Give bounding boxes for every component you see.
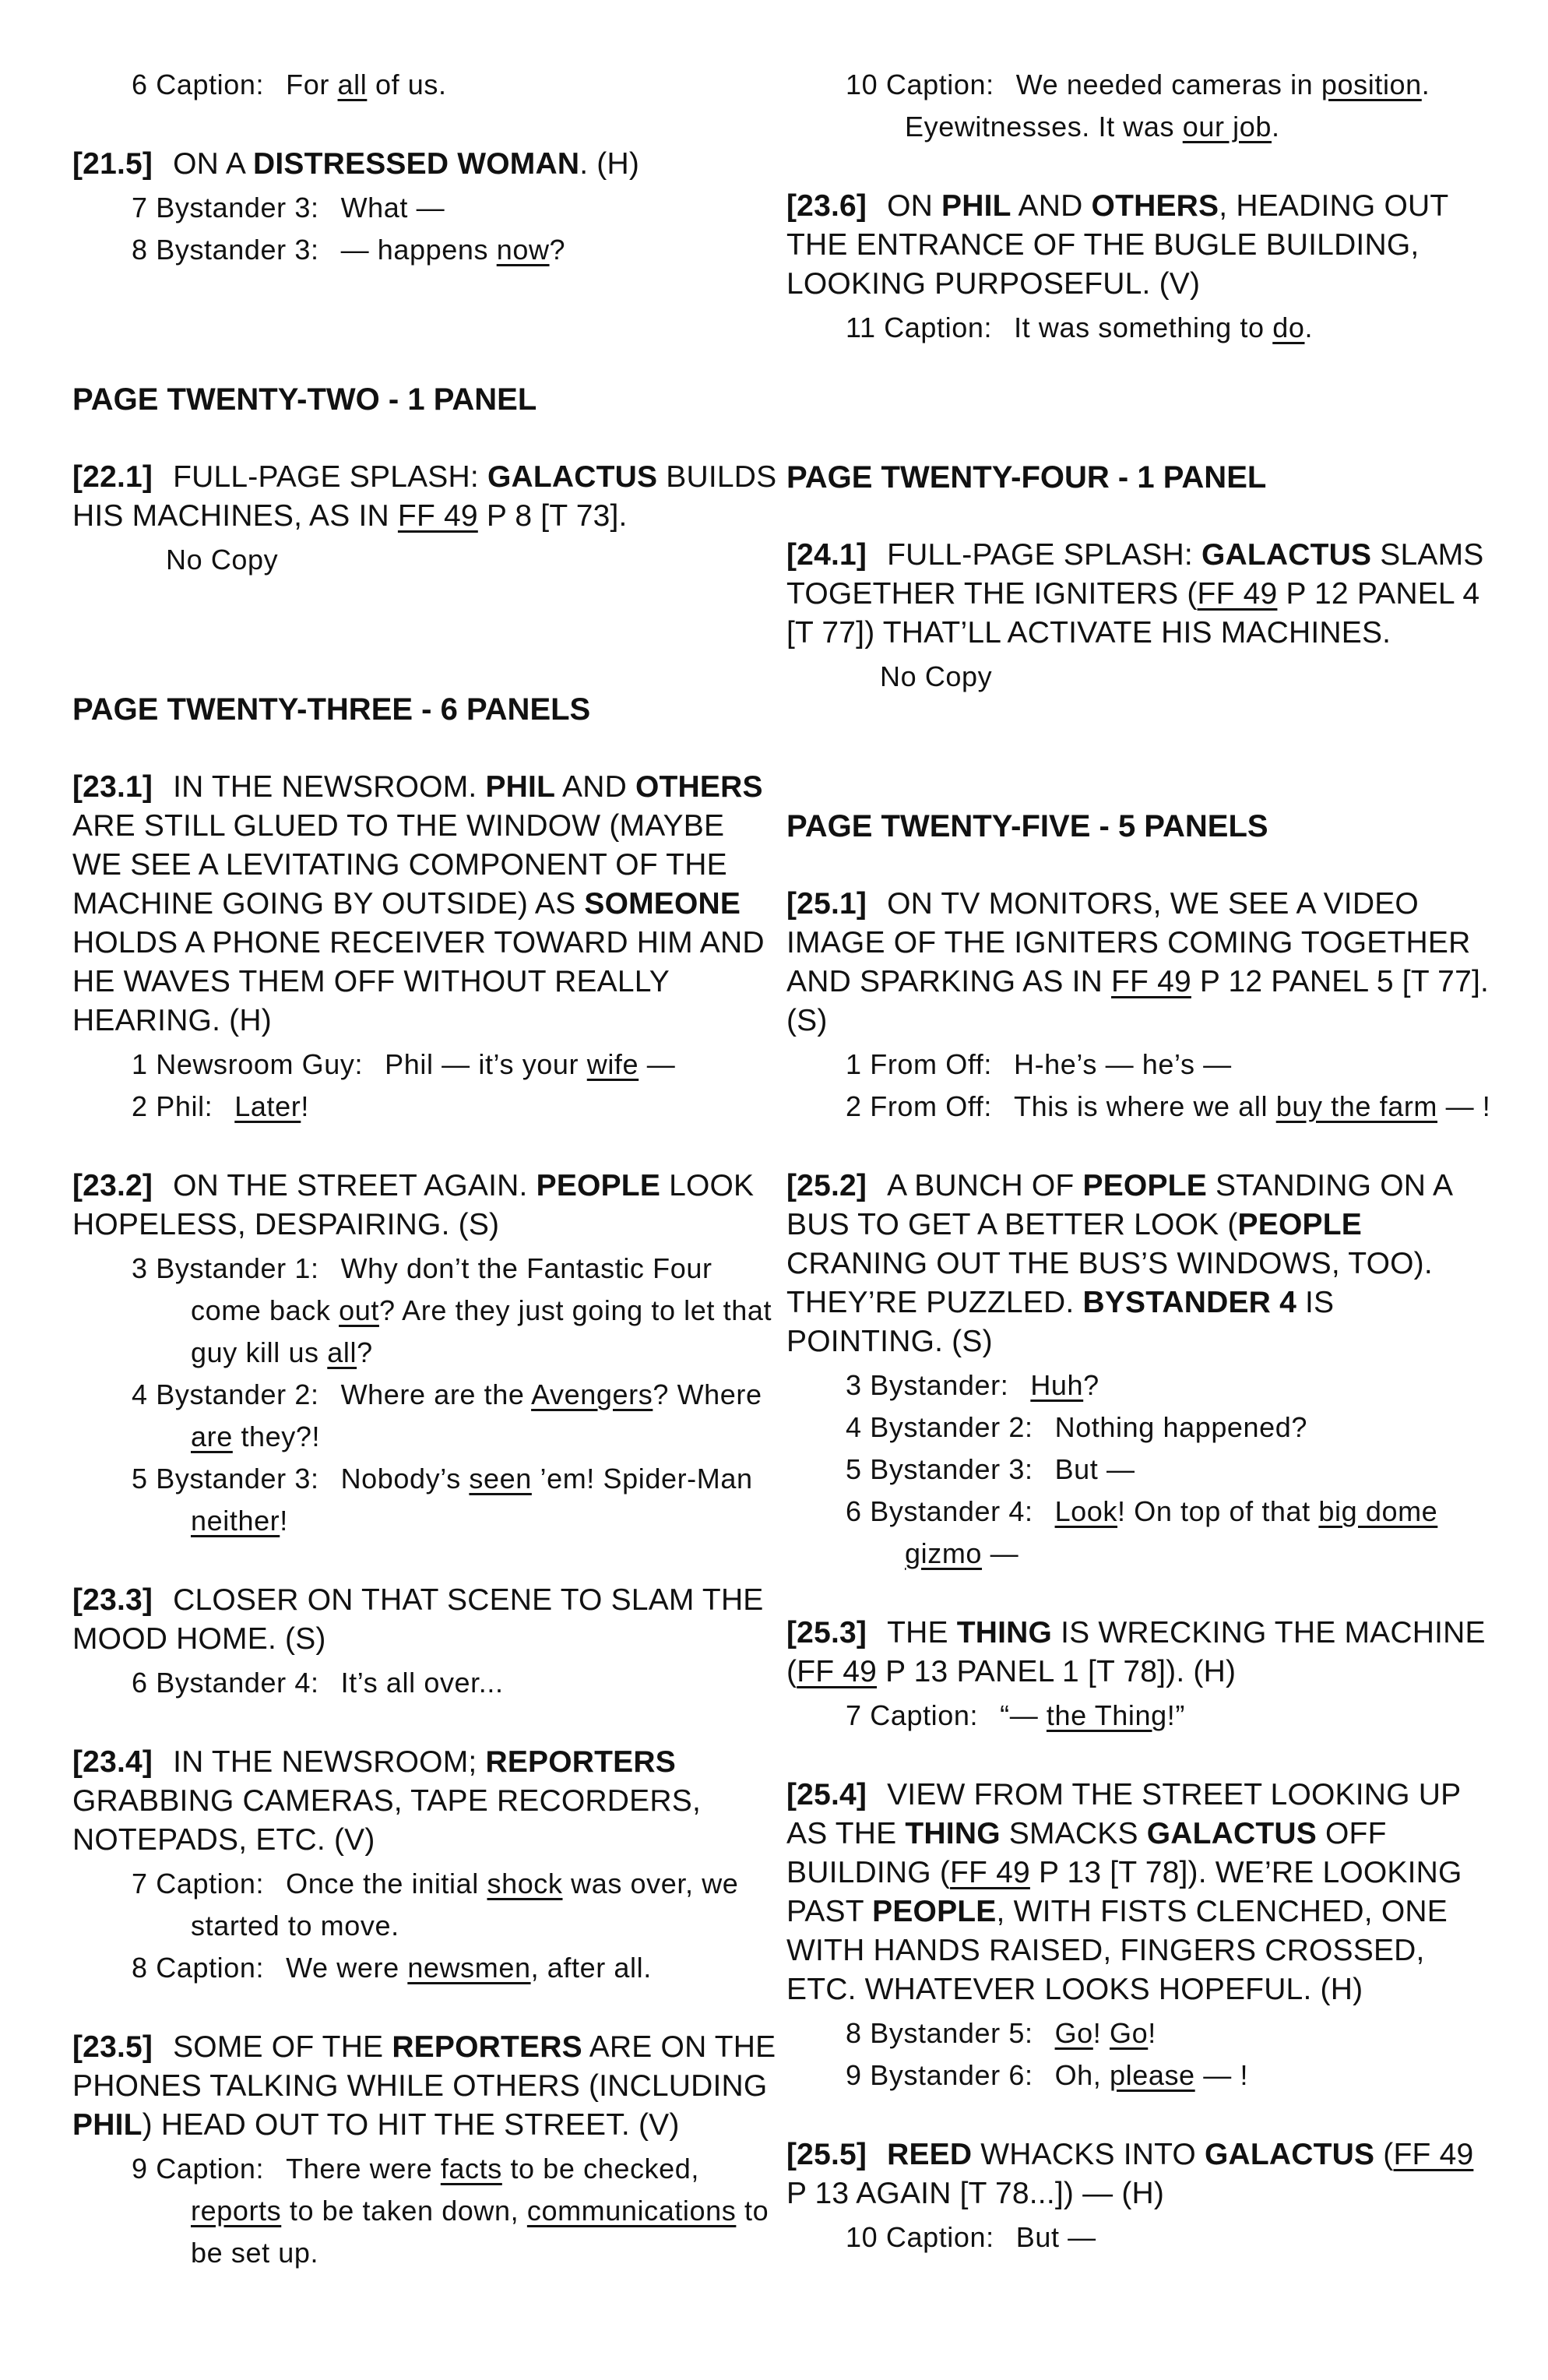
description-text: LOOK HOPELESS, DESPAIRING. (S)	[72, 1169, 755, 1241]
panel-number: [21.5]	[72, 147, 153, 181]
description-text: CRANING OUT THE BUS’S WINDOWS, TOO). THEY’RE PUZZLED.	[786, 1247, 1433, 1319]
dialogue-text: No Copy	[880, 660, 993, 692]
dialogue-line	[132, 187, 781, 229]
speaker-label: Bystander 6:	[870, 2059, 1033, 2091]
right-column	[786, 61, 1495, 2297]
dialogue-lines	[786, 2012, 1495, 2097]
speaker-label: Caption:	[156, 2153, 265, 2185]
dialogue-line	[846, 1364, 1495, 1407]
panel-block	[786, 187, 1495, 349]
panel-description	[72, 1581, 781, 1659]
panel-number: [25.3]	[786, 1616, 867, 1649]
dialogue-text: to be set up.	[191, 2195, 769, 2269]
description-text: P 13 PANEL 1 [T 78]). (H)	[877, 1655, 1237, 1688]
dialogue-lines	[786, 307, 1495, 349]
description-text: IN THE NEWSROOM.	[173, 770, 486, 804]
left-column	[72, 61, 781, 2313]
dialogue-text: was over, we started to move.	[191, 1868, 739, 1942]
line-number: 7	[132, 1868, 148, 1899]
panel-number: [23.1]	[72, 770, 153, 804]
dialogue-text: to be taken down,	[281, 2195, 527, 2227]
panel-number: [23.5]	[72, 2030, 153, 2064]
continued-lines	[786, 64, 1495, 148]
line-number: 8	[846, 2017, 862, 2049]
dialogue-text: ?	[357, 1336, 373, 1368]
panel-description	[72, 1167, 781, 1245]
line-number: 3	[132, 1252, 148, 1284]
dialogue-text: What —	[340, 192, 445, 224]
description-bold-text: REPORTERS	[485, 1745, 676, 1779]
description-text: SMACKS	[1000, 1817, 1147, 1850]
description-underlined-text: FF 49	[1197, 577, 1278, 611]
line-number: 9	[132, 2153, 148, 2185]
speaker-label: Bystander 5:	[870, 2017, 1033, 2049]
panel-block	[786, 2135, 1495, 2259]
dialogue-text: !”	[1166, 1699, 1185, 1731]
line-number: 10	[846, 2221, 878, 2253]
line-number: 1	[846, 1048, 862, 1080]
description-underlined-text: FF 49	[950, 1856, 1030, 1889]
description-bold-text: THING	[956, 1616, 1053, 1649]
dialogue-text: —	[982, 1537, 1019, 1569]
description-text: BUILDS HIS MACHINES, AS IN	[72, 460, 777, 533]
description-underlined-text: FF 49	[797, 1655, 878, 1688]
dialogue-underlined-text: buy the farm	[1275, 1090, 1437, 1122]
panel-number: [23.2]	[72, 1169, 153, 1202]
description-bold-text: PEOPLE	[1082, 1169, 1207, 1202]
description-text: P 13 AGAIN [T 78...]) — (H)	[786, 2177, 1165, 2210]
line-number: 2	[132, 1090, 148, 1122]
line-number: 6	[132, 1667, 148, 1699]
description-text: FULL-PAGE SPLASH:	[173, 460, 487, 494]
speaker-label: Bystander 2:	[870, 1411, 1033, 1443]
dialogue-underlined-text: are	[191, 1421, 233, 1452]
dialogue-line	[846, 1695, 1495, 1737]
description-bold-text: PEOPLE	[872, 1895, 997, 1928]
description-bold-text: REED	[887, 2138, 973, 2171]
description-text: . (H)	[579, 147, 640, 181]
dialogue-text: H-he’s — he’s —	[1013, 1048, 1232, 1080]
dialogue-text: Nobody’s	[340, 1463, 470, 1495]
panel-number: [22.1]	[72, 460, 153, 494]
speaker-label: Caption:	[885, 2221, 994, 2253]
speaker-label: Bystander:	[870, 1369, 1009, 1401]
panel-description	[786, 187, 1495, 304]
line-number: 6	[132, 69, 148, 100]
description-text: ) HEAD OUT TO HIT THE STREET. (V)	[142, 2108, 680, 2142]
description-underlined-text: FF 49	[1111, 965, 1191, 998]
description-text: CLOSER ON THAT SCENE TO SLAM THE MOOD HOME. (S)	[72, 1583, 764, 1656]
dialogue-underlined-text: the Thing	[1046, 1699, 1167, 1731]
description-text: GRABBING CAMERAS, TAPE RECORDERS, NOTEPADS, ETC. (V)	[72, 1784, 701, 1857]
description-bold-text: GALACTUS	[1146, 1817, 1317, 1850]
dialogue-line	[132, 1044, 781, 1086]
description-bold-text: PEOPLE	[536, 1169, 661, 1202]
panel-block	[786, 536, 1495, 698]
description-bold-text: PEOPLE	[1237, 1208, 1362, 1241]
dialogue-text: , after all.	[530, 1952, 652, 1984]
description-text: AND	[555, 770, 635, 804]
speaker-label: Phil:	[156, 1090, 213, 1122]
description-text: , HEADING OUT THE ENTRANCE OF THE BUGLE BUILDING, LOOKING PURPOSEFUL. (V)	[786, 189, 1448, 301]
panel-description	[72, 1743, 781, 1860]
dialogue-line	[132, 1458, 781, 1542]
description-bold-text: OTHERS	[1091, 189, 1219, 223]
dialogue-line	[846, 1449, 1495, 1491]
panel-number: [23.4]	[72, 1745, 153, 1779]
dialogue-line	[846, 307, 1495, 349]
dialogue-line	[846, 2216, 1495, 2259]
speaker-label: Bystander 3:	[156, 1463, 319, 1495]
dialogue-underlined-text: out	[339, 1294, 379, 1326]
dialogue-text: Why don’t the Fantastic Four come back	[191, 1252, 712, 1326]
dialogue-text: ’em! Spider-Man	[531, 1463, 753, 1495]
dialogue-line	[132, 1248, 781, 1374]
dialogue-underlined-text: all	[327, 1336, 357, 1368]
speaker-label: Caption:	[884, 312, 993, 343]
description-text: A BUNCH OF	[887, 1169, 1083, 1202]
dialogue-text: We needed cameras in	[1015, 69, 1321, 100]
panel-block	[72, 1743, 781, 1989]
dialogue-text: ! On top of that	[1117, 1495, 1319, 1527]
dialogue-line	[132, 1947, 781, 1989]
panel-number: [25.1]	[786, 887, 867, 921]
description-text: OFF BUILDING (	[786, 1817, 1387, 1889]
dialogue-underlined-text: Go	[1054, 2017, 1093, 2049]
dialogue-line	[132, 1374, 781, 1458]
speaker-label: Bystander 4:	[156, 1667, 319, 1699]
panel-description	[786, 885, 1495, 1040]
page-heading: PAGE TWENTY-FOUR - 1 PANEL	[786, 460, 1267, 495]
dialogue-lines	[786, 64, 1495, 148]
panel-description	[72, 458, 781, 536]
dialogue-line	[880, 656, 1495, 698]
dialogue-lines	[72, 539, 781, 581]
line-number: 3	[846, 1369, 862, 1401]
panel-description	[786, 2135, 1495, 2213]
dialogue-line	[846, 64, 1495, 148]
panel-description	[786, 1776, 1495, 2009]
description-text: THE	[887, 1616, 957, 1649]
description-text: P 8 [T 73].	[477, 499, 628, 533]
dialogue-underlined-text: big dome gizmo	[905, 1495, 1438, 1569]
description-text: , WITH FISTS CLENCHED, ONE WITH HANDS RAISED, FINGERS CROSSED, ETC. WHATEVER LOOKS HOPEFUL. (H)	[786, 1895, 1448, 2006]
panel-block	[72, 1167, 781, 1542]
dialogue-text: of us.	[367, 69, 447, 100]
page-heading: PAGE TWENTY-FIVE - 5 PANELS	[786, 809, 1268, 843]
dialogue-text: No Copy	[166, 544, 279, 576]
dialogue-lines	[72, 1662, 781, 1704]
dialogue-underlined-text: newsmen	[407, 1952, 531, 1984]
dialogue-underlined-text: reports	[191, 2195, 282, 2227]
description-text: (	[1374, 2138, 1394, 2171]
description-bold-text: GALACTUS	[1205, 2138, 1375, 2171]
panel-description	[72, 145, 781, 184]
dialogue-text: Oh,	[1054, 2059, 1110, 2091]
dialogue-text: Nothing happened?	[1054, 1411, 1308, 1443]
line-number: 5	[132, 1463, 148, 1495]
description-text: ON	[887, 189, 942, 223]
dialogue-line	[846, 2012, 1495, 2054]
dialogue-text: ? Where	[653, 1378, 762, 1410]
dialogue-underlined-text: Look	[1054, 1495, 1118, 1527]
panel-number: [23.6]	[786, 189, 867, 223]
line-number: 7	[846, 1699, 862, 1731]
dialogue-text: !	[1092, 2017, 1110, 2049]
description-text: P 12 PANEL 5 [T 77]. (S)	[786, 965, 1490, 1037]
dialogue-lines	[72, 1863, 781, 1989]
dialogue-text: .	[1272, 111, 1280, 143]
line-number: 6	[846, 1495, 862, 1527]
line-number: 5	[846, 1453, 862, 1485]
dialogue-underlined-text: shock	[487, 1868, 563, 1899]
panel-block	[72, 1581, 781, 1704]
description-text: P 12 PANEL 4 [T 77]) THAT’LL ACTIVATE HIS MACHINES.	[786, 577, 1480, 650]
description-text: WHACKS INTO	[972, 2138, 1205, 2171]
speaker-label: Bystander 2:	[156, 1378, 319, 1410]
description-text: IS WRECKING THE MACHINE (	[786, 1616, 1486, 1688]
dialogue-line	[132, 64, 781, 106]
panel-description	[786, 1614, 1495, 1692]
dialogue-text: Phil — it’s your	[385, 1048, 587, 1080]
speaker-label: Caption:	[156, 69, 265, 100]
panel-description	[72, 2028, 781, 2145]
line-number: 2	[846, 1090, 862, 1122]
description-text: VIEW FROM THE STREET LOOKING UP AS THE	[786, 1778, 1461, 1850]
line-number: 9	[846, 2059, 862, 2091]
dialogue-underlined-text: seen	[469, 1463, 532, 1495]
dialogue-line	[846, 1086, 1495, 1128]
panel-number: [23.3]	[72, 1583, 153, 1617]
dialogue-lines	[72, 1248, 781, 1542]
dialogue-line	[132, 1086, 781, 1128]
line-number: 10	[846, 69, 878, 100]
dialogue-text: This is where we all	[1013, 1090, 1276, 1122]
dialogue-underlined-text: all	[337, 69, 368, 100]
panel-number: [25.2]	[786, 1169, 867, 1202]
dialogue-text: they?!	[232, 1421, 321, 1452]
description-bold-text: GALACTUS	[487, 460, 658, 494]
speaker-label: Caption:	[156, 1868, 265, 1899]
dialogue-text: —	[639, 1048, 676, 1080]
line-number: 8	[132, 234, 148, 266]
panel-description	[786, 1167, 1495, 1361]
dialogue-lines	[72, 187, 781, 271]
dialogue-underlined-text: now	[496, 234, 550, 266]
description-text: SLAMS TOGETHER THE IGNITERS (	[786, 538, 1484, 611]
dialogue-underlined-text: please	[1110, 2059, 1195, 2091]
line-number: 4	[132, 1378, 148, 1410]
dialogue-text: ? Are they just going to let that guy kill us	[191, 1294, 772, 1368]
panel-block	[786, 1167, 1495, 1575]
dialogue-underlined-text: Huh	[1030, 1369, 1084, 1401]
panel-block	[72, 145, 781, 271]
description-text: P 13 [T 78]). WE’RE LOOKING PAST	[786, 1856, 1462, 1928]
dialogue-underlined-text: communications	[526, 2195, 737, 2227]
description-text: FULL-PAGE SPLASH:	[887, 538, 1201, 572]
panel-description	[786, 536, 1495, 653]
dialogue-lines	[786, 1364, 1495, 1575]
dialogue-text: — !	[1194, 2059, 1249, 2091]
description-bold-text: REPORTERS	[392, 2030, 582, 2064]
speaker-label: Bystander 3:	[156, 192, 319, 224]
dialogue-line	[132, 1863, 781, 1947]
description-underlined-text: FF 49	[1393, 2138, 1474, 2171]
line-number: 7	[132, 192, 148, 224]
dialogue-underlined-text: position	[1321, 69, 1422, 100]
description-text: IS POINTING. (S)	[786, 1286, 1335, 1358]
description-text: STANDING ON A BUS TO GET A BETTER LOOK (	[786, 1169, 1452, 1241]
description-bold-text: BYSTANDER 4	[1082, 1286, 1296, 1319]
dialogue-underlined-text: wife	[586, 1048, 639, 1080]
dialogue-underlined-text: Go	[1110, 2017, 1149, 2049]
line-number: 4	[846, 1411, 862, 1443]
line-number: 8	[132, 1952, 148, 1984]
dialogue-line	[166, 539, 781, 581]
panel-block	[72, 768, 781, 1128]
dialogue-text: ?	[1083, 1369, 1099, 1401]
description-text: ARE ON THE PHONES TALKING WHILE OTHERS (INCLUDING	[72, 2030, 776, 2103]
dialogue-lines	[72, 2148, 781, 2274]
dialogue-line	[846, 1407, 1495, 1449]
speaker-label: Caption:	[156, 1952, 265, 1984]
description-text: AND	[1011, 189, 1092, 223]
line-number: 11	[846, 312, 876, 343]
dialogue-text: — happens	[340, 234, 497, 266]
description-bold-text: PHIL	[485, 770, 556, 804]
description-bold-text: THING	[905, 1817, 1001, 1850]
speaker-label: Bystander 1:	[156, 1252, 319, 1284]
dialogue-text: For	[286, 69, 338, 100]
dialogue-lines	[786, 1044, 1495, 1128]
dialogue-text: Where are the	[340, 1378, 532, 1410]
dialogue-text: There were	[286, 2153, 441, 2185]
dialogue-line	[846, 1491, 1495, 1575]
dialogue-text: . Eyewitnesses. It was	[905, 69, 1430, 143]
description-bold-text: DISTRESSED WOMAN	[252, 147, 580, 181]
dialogue-underlined-text: our job	[1182, 111, 1272, 143]
dialogue-underlined-text: facts	[440, 2153, 502, 2185]
panel-number: [25.4]	[786, 1778, 867, 1811]
description-underlined-text: FF 49	[397, 499, 478, 533]
line-number: 1	[132, 1048, 148, 1080]
dialogue-text: ?	[549, 234, 566, 266]
panel-block	[786, 1776, 1495, 2097]
speaker-label: Bystander 3:	[156, 234, 319, 266]
panel-block	[72, 458, 781, 581]
dialogue-text: Once the initial	[286, 1868, 487, 1899]
description-bold-text: OTHERS	[635, 770, 763, 804]
dialogue-line	[132, 2148, 781, 2274]
description-text: ON THE STREET AGAIN.	[173, 1169, 537, 1202]
dialogue-line	[846, 1044, 1495, 1086]
speaker-label: Bystander 3:	[870, 1453, 1033, 1485]
dialogue-text: !	[1148, 2017, 1156, 2049]
description-text: IN THE NEWSROOM;	[173, 1745, 486, 1779]
description-text: SOME OF THE	[173, 2030, 392, 2064]
description-text: ARE STILL GLUED TO THE WINDOW (MAYBE WE SEE A LEVITATING COMPONENT OF THE MACHINE GOING BY OUTSIDE) AS	[72, 809, 727, 921]
speaker-label: Caption:	[885, 69, 994, 100]
dialogue-underlined-text: Later	[234, 1090, 301, 1122]
dialogue-text: — !	[1437, 1090, 1491, 1122]
dialogue-text: “—	[1000, 1699, 1047, 1731]
dialogue-text: We were	[286, 1952, 408, 1984]
dialogue-text: to be checked,	[501, 2153, 700, 2185]
panel-description	[72, 768, 781, 1040]
page-heading: PAGE TWENTY-TWO - 1 PANEL	[72, 382, 537, 417]
dialogue-underlined-text: do	[1272, 312, 1305, 343]
dialogue-text: It was something to	[1014, 312, 1273, 343]
speaker-label: From Off:	[870, 1048, 992, 1080]
panel-block	[72, 2028, 781, 2274]
dialogue-text: It’s all over...	[340, 1667, 504, 1699]
description-bold-text: SOMEONE	[584, 887, 741, 921]
dialogue-text: !	[301, 1090, 309, 1122]
speaker-label: Newsroom Guy:	[156, 1048, 364, 1080]
description-text: HOLDS A PHONE RECEIVER TOWARD HIM AND HE WAVES THEM OFF WITHOUT REALLY HEARING. (H)	[72, 926, 765, 1037]
dialogue-text: !	[280, 1505, 288, 1537]
description-bold-text: GALACTUS	[1201, 538, 1372, 572]
dialogue-line	[846, 2054, 1495, 2097]
dialogue-underlined-text: neither	[191, 1505, 280, 1537]
dialogue-text: But —	[1015, 2221, 1096, 2253]
page-heading: PAGE TWENTY-THREE - 6 PANELS	[72, 692, 591, 727]
description-bold-text: PHIL	[941, 189, 1011, 223]
dialogue-lines	[786, 656, 1495, 698]
dialogue-underlined-text: Avengers	[531, 1378, 653, 1410]
continued-lines	[72, 64, 781, 106]
description-text: ON TV MONITORS, WE SEE A VIDEO IMAGE OF THE IGNITERS COMING TOGETHER AND SPARKING AS IN	[786, 887, 1471, 998]
panel-block	[786, 1614, 1495, 1737]
dialogue-line	[132, 1662, 781, 1704]
speaker-label: Caption:	[870, 1699, 979, 1731]
dialogue-text: But —	[1054, 1453, 1135, 1485]
dialogue-line	[132, 229, 781, 271]
dialogue-lines	[72, 64, 781, 106]
dialogue-lines	[786, 1695, 1495, 1737]
dialogue-lines	[72, 1044, 781, 1128]
dialogue-text: .	[1304, 312, 1314, 343]
panel-block	[786, 885, 1495, 1128]
dialogue-lines	[786, 2216, 1495, 2259]
speaker-label: From Off:	[870, 1090, 992, 1122]
panel-number: [24.1]	[786, 538, 867, 572]
description-bold-text: PHIL	[72, 2108, 142, 2142]
description-text: ON A	[173, 147, 253, 181]
speaker-label: Bystander 4:	[870, 1495, 1033, 1527]
panel-number: [25.5]	[786, 2138, 867, 2171]
